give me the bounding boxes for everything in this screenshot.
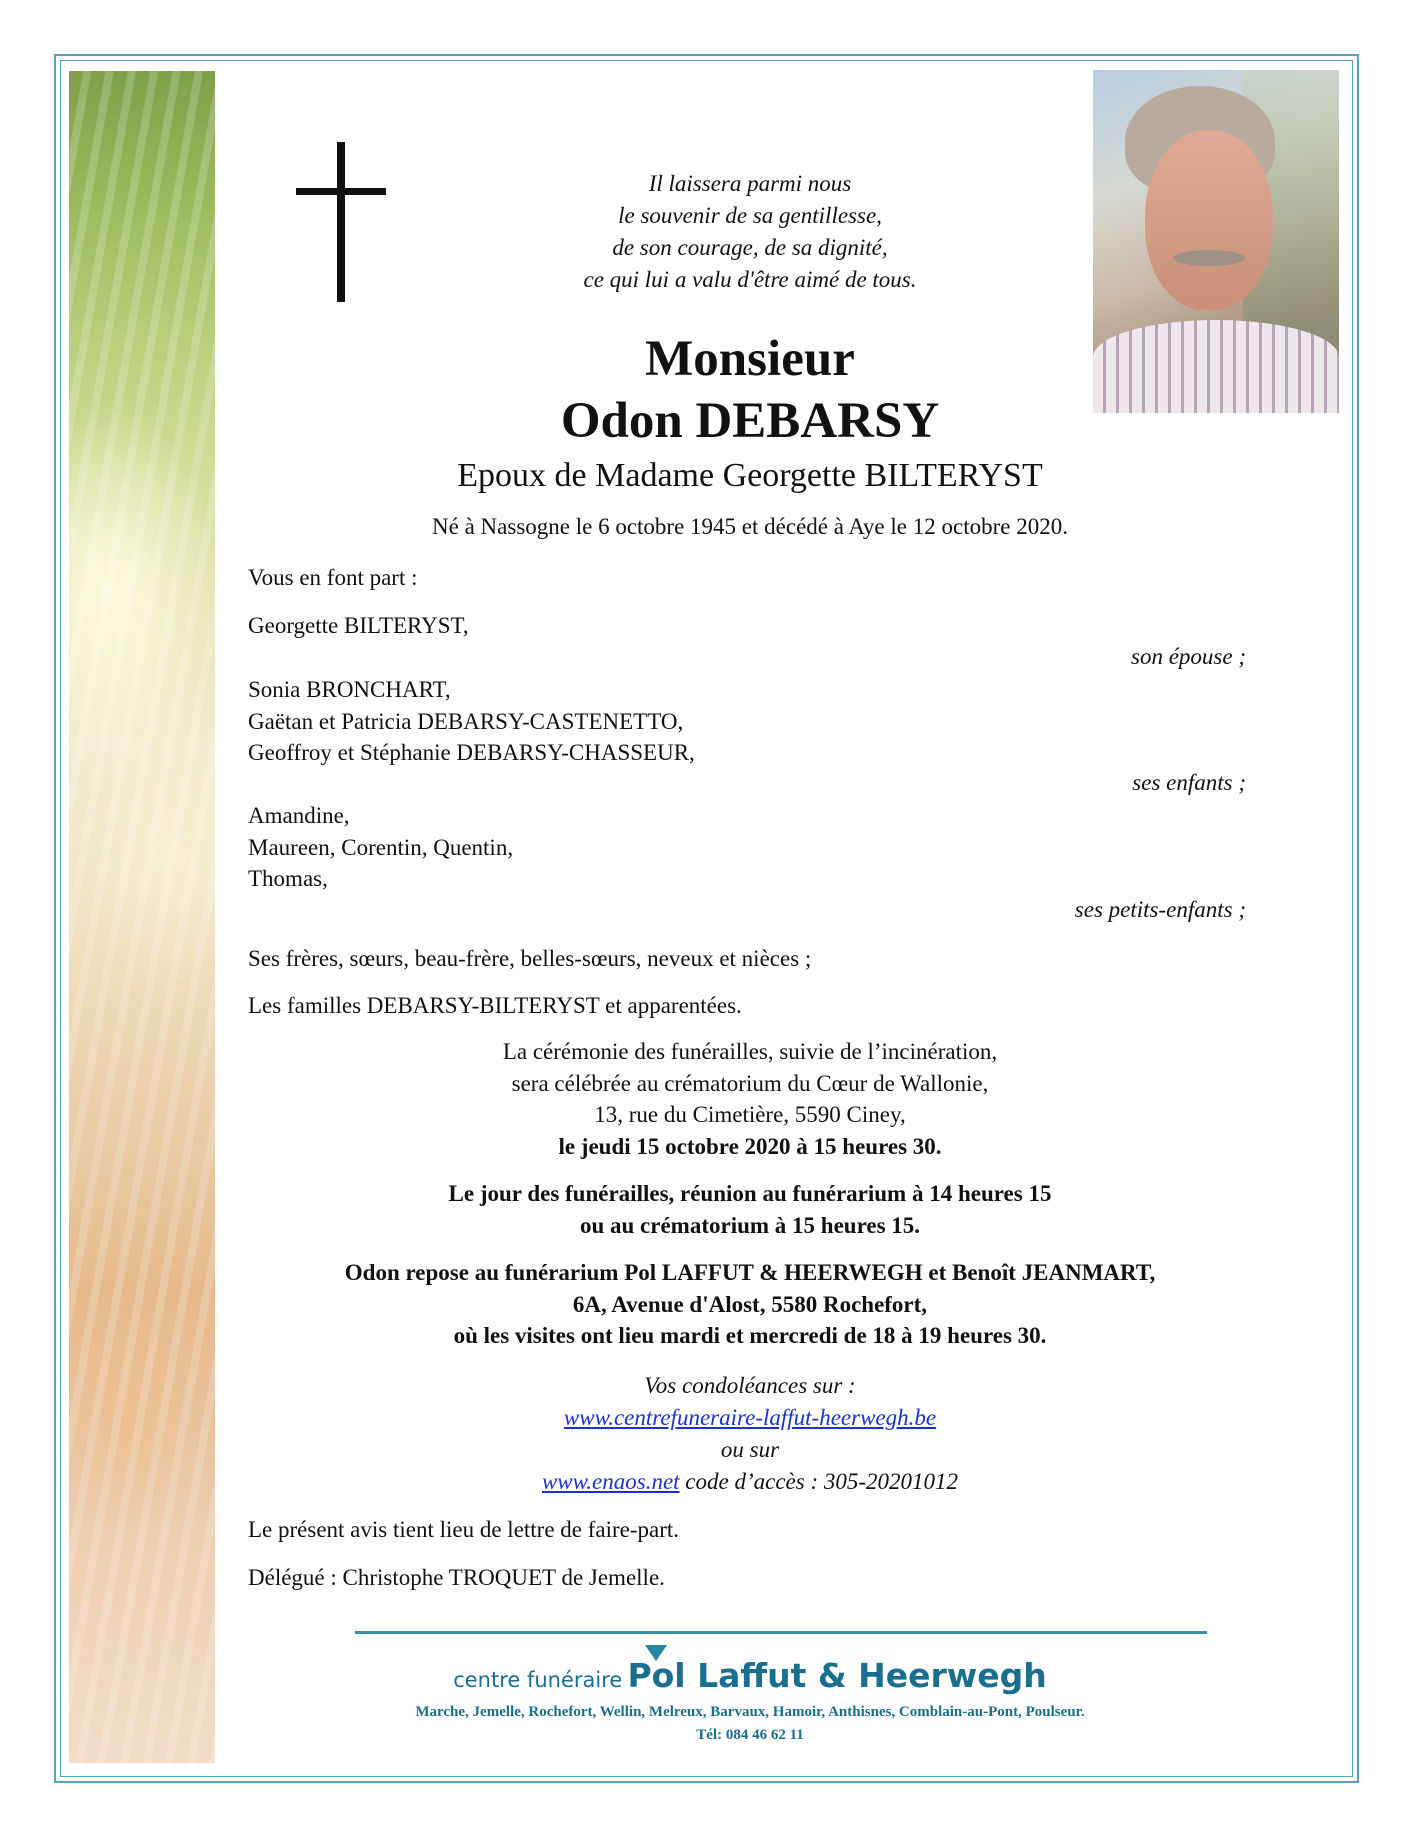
relation-label: ses enfants ; <box>1132 770 1246 795</box>
deceased-title: Monsieur <box>645 331 855 387</box>
delegate-text: Délégué : Christophe TROQUET de Jemelle. <box>248 1565 665 1590</box>
quote-line: ce qui lui a valu d'être aimé de tous. <box>583 267 917 292</box>
memorial-quote <box>500 168 1000 296</box>
ceremony-info <box>300 1036 1200 1162</box>
funeral-center-logo <box>300 1656 1200 1695</box>
cross-icon <box>296 142 386 302</box>
children-list <box>248 674 695 769</box>
access-code: code d’accès : 305-20201012 <box>685 1469 959 1494</box>
list-item: Geoffroy et Stéphanie DEBARSY-CHASSEUR, <box>248 740 695 765</box>
quote-line: de son courage, de sa dignité, <box>612 235 888 260</box>
repose-line: où les visites ont lieu mardi et mercredi de 18 à 19 heures 30. <box>453 1323 1047 1348</box>
condolences-intro: Vos condoléances sur : <box>644 1373 856 1398</box>
deceased-name: Odon DEBARSY <box>560 393 940 449</box>
list-item: Sonia BRONCHART, <box>248 677 451 702</box>
condolences-or: ou sur <box>720 1437 780 1462</box>
gathering-info <box>300 1178 1200 1241</box>
siblings-line: Ses frères, sœurs, beau-frère, belles-sœurs, neveux et nièces ; <box>248 946 812 971</box>
notice-text: Le présent avis tient lieu de lettre de faire-part. <box>248 1517 680 1542</box>
families-line: Les familles DEBARSY-BILTERYST et apparentées. <box>248 993 742 1018</box>
quote-line: le souvenir de sa gentillesse, <box>618 203 882 228</box>
footer-towns: Marche, Jemelle, Rochefort, Wellin, Melreux, Barvaux, Hamoir, Anthisnes, Comblain-au-Pont, Poulseur. <box>415 1704 1085 1720</box>
footer-phone: Tél: 084 46 62 11 <box>696 1727 804 1743</box>
announce-text: Vous en font part : <box>248 565 418 590</box>
brand-small-text: centre funéraire <box>453 1668 623 1692</box>
quote-line: Il laissera parmi nous <box>648 171 852 196</box>
list-item: Gaëtan et Patricia DEBARSY-CASTENETTO, <box>248 708 684 734</box>
repose-info <box>230 1257 1270 1352</box>
funeral-center-link[interactable]: www.centrefuneraire-laffut-heerwegh.be <box>563 1405 937 1430</box>
gathering-line: ou au crématorium à 15 heures 15. <box>579 1212 921 1238</box>
family-spouse-name: Georgette BILTERYST, <box>248 613 469 638</box>
ceremony-date: le jeudi 15 octobre 2020 à 15 heures 30. <box>558 1133 942 1159</box>
condolences <box>300 1370 1200 1498</box>
repose-line: Odon repose au funérarium Pol LAFFUT & HEERWEGH et Benoît JEANMART, <box>344 1260 1156 1285</box>
ceremony-line: sera célébrée au crématorium du Cœur de Wallonie, <box>511 1070 989 1096</box>
brand-name: Pol Laffut & Heerwegh <box>627 1656 1047 1695</box>
list-item: Thomas, <box>248 866 328 891</box>
grandchildren-list <box>248 800 513 895</box>
gathering-line: Le jour des funérailles, réunion au funérarium à 14 heures 15 <box>448 1181 1052 1206</box>
ceremony-line: La cérémonie des funérailles, suivie de l’incinération, <box>502 1039 998 1064</box>
relation-label: son épouse ; <box>1131 644 1246 669</box>
relation-label: ses petits-enfants ; <box>1074 897 1246 922</box>
enaos-link[interactable]: www.enaos.net <box>541 1469 680 1494</box>
list-item: Amandine, <box>248 803 350 828</box>
birth-death-line: Né à Nassogne le 6 octobre 1945 et décédé à Aye le 12 octobre 2020. <box>432 514 1068 539</box>
forest-path-photo <box>69 71 215 1763</box>
deceased-spouse: Epoux de Madame Georgette BILTERYST <box>457 457 1043 494</box>
list-item: Maureen, Corentin, Quentin, <box>248 834 514 860</box>
repose-line: 6A, Avenue d'Alost, 5580 Rochefort, <box>572 1291 928 1317</box>
ceremony-line: 13, rue du Cimetière, 5590 Ciney, <box>594 1102 906 1127</box>
footer-divider <box>355 1631 1207 1634</box>
